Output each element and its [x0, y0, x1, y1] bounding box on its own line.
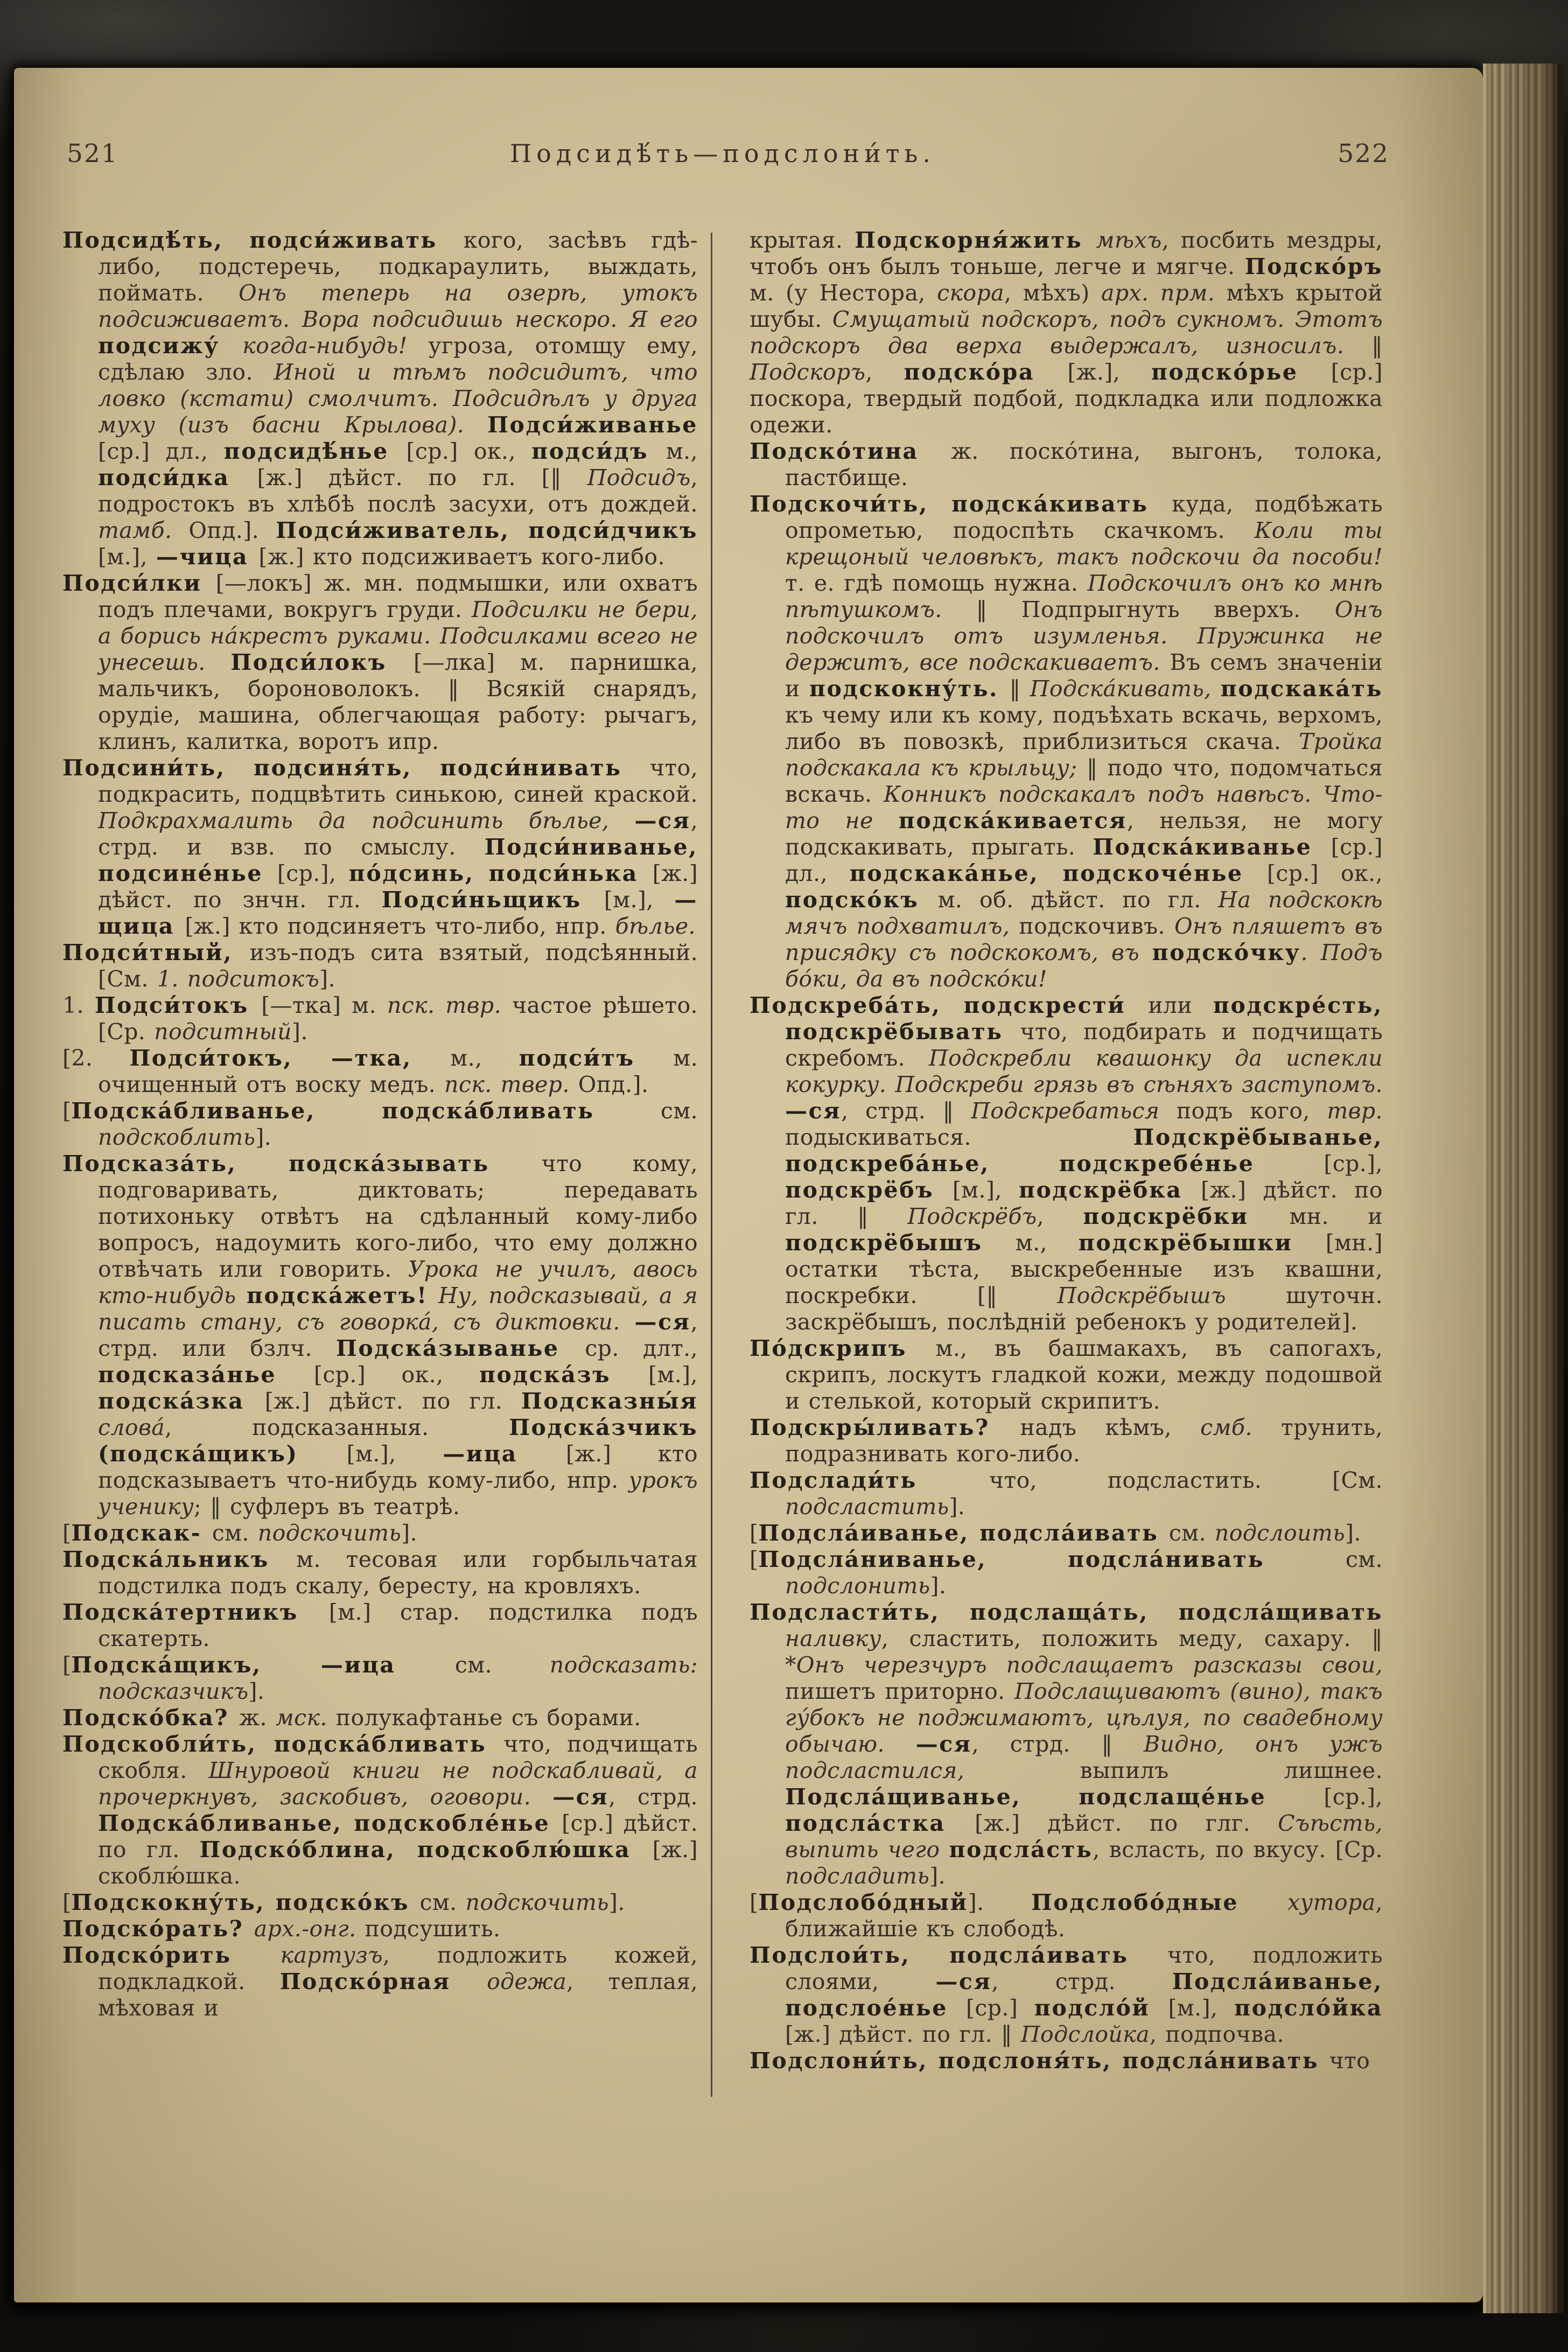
text-columns [62, 227, 1383, 2074]
dictionary-entry: Подсказа́ть, подска́зывать что кому, подговаривать, диктовать; передавать потихоньку отвѣтъ на сдѣланный кому-либо вопросъ, надоумить кого-либо, что ему должно отвѣчать или говорить. Урока не училъ, авось кто-нибудь подска́жетъ! Ну, подсказывай, а я писать стану, съ говорка́, съ диктовки. —ся, стрд. или бзлч. Подска́зыванье ср. длт., подсказа́нье [ср.] ок., подска́зъ [м.], подска́зка [ж.] дѣйст. по гл. Подсказны́я слова́, подсказанныя. Подска́зчикъ (подска́щикъ) [м.], —ица [ж.] кто подсказываетъ что-нибудь кому-либо, нпр. урокъ ученику; ‖ суфлеръ въ театрѣ. [62, 1151, 698, 1520]
dictionary-entry: Подско́тина ж. поско́тина, выгонъ, толока, пастбище. [750, 438, 1383, 491]
left-column [62, 227, 698, 2074]
running-head [62, 139, 1389, 177]
dictionary-entry: Подско́рить картузъ, подложить кожей, подкладкой. Подско́рная одежа, теплая, мѣховая и [62, 1942, 698, 2021]
dictionary-entry: Подска́тертникъ [м.] стар. подстилка подъ скатерть. [62, 1599, 698, 1651]
dictionary-entry: Подскреба́ть, подскрести́ или подскре́сть, подскрёбывать что, подбирать и подчищать скребомъ. Подскребли квашонку да испекли кокурку. Подскреби грязь въ сѣняхъ заступомъ. —ся, стрд. ‖ Подскребаться подъ кого, твр. подыскиваться. Подскрёбыванье, подскреба́нье, подскребе́нье [ср.], подскрёбъ [м.], подскрёбка [ж.] дѣйст. по гл. ‖ Подскрёбъ, подскрёбки мн. и подскрёбышъ м., подскрёбышки [мн.] остатки тѣста, выскребенные изъ квашни, поскребки. [‖ Подскрёбышъ шуточн. заскрёбышъ, послѣдній ребенокъ у родителей]. [750, 992, 1383, 1335]
dictionary-entry: [Подска́щикъ, —ица см. подсказать: подсказчикъ]. [62, 1652, 698, 1704]
dictionary-entry: Подскры́ливать? надъ кѣмъ, смб. трунить, подразнивать кого-либо. [750, 1415, 1383, 1467]
dictionary-entry: [Подсла́иванье, подсла́ивать см. подслоить]. [750, 1520, 1361, 1546]
dictionary-entry: крытая. Подскорня́жить мѣхъ, посбить мездры, чтобъ онъ былъ тоньше, легче и мягче. Подско́ръ м. (у Нестора, скора, мѣхъ) арх. прм. мѣхъ крытой шубы. Смущатый подскоръ, подъ сукномъ. Этотъ подскоръ два верха выдержалъ, износилъ. ‖ Подскоръ, подско́ра [ж.], подско́рье [ср.] поскора, твердый подбой, подкладка или подложка одежи. [750, 227, 1383, 438]
dictionary-entry: Подси́тный, изъ-подъ сита взятый, подсѣянный. [См. 1. подситокъ]. [62, 940, 698, 992]
column-number-right: 522 [1338, 139, 1389, 169]
dictionary-entry: [Подскокну́ть, подско́къ см. подскочить]. [62, 1889, 625, 1915]
right-column [750, 227, 1383, 2074]
dictionary-entry: Подско́бка? ж. мск. полукафтанье съ борами. [62, 1705, 641, 1731]
dictionary-entry: Подслои́ть, подсла́ивать что, подложить слоями, —ся, стрд. Подсла́иванье, подслое́нье [ср.] подсло́й [м.], подсло́йка [ж.] дѣйст. по гл. ‖ Подслойка, подпочва. [750, 1942, 1383, 2047]
dictionary-entry: Подсласти́ть, подслаща́ть, подсла́щивать наливку, сластить, положить меду, сахару. ‖ *Онъ черезчуръ подслащаетъ разсказы свои, пишетъ приторно. Подслащиваютъ (вино), такъ гу́бокъ не поджимаютъ, цѣлуя, по свадебному обычаю. —ся, стрд. ‖ Видно, онъ ужъ подсластился, выпилъ лишнее. Подсла́щиванье, подслаще́нье [ср.], подсла́стка [ж.] дѣйст. по глг. Съѣсть, выпить чего подсла́сть, всласть, по вкусу. [Ср. подсладить]. [750, 1599, 1383, 1889]
dictionary-entry: [Подскак- см. подскочить]. [62, 1520, 417, 1546]
dictionary-entry: [2. Подси́токъ, —тка, м., подси́тъ м. очищенный отъ воску медъ. пск. твер. Опд.]. [62, 1045, 698, 1097]
column-number-left: 521 [67, 139, 118, 169]
dictionary-entry: По́дскрипъ м., въ башмакахъ, въ сапогахъ, скрипъ, лоскутъ гладкой кожи, между подошвой и стелькой, который скрипитъ. [750, 1335, 1383, 1414]
dictionary-entry: Подско́рать? арх.-онг. подсушить. [62, 1916, 501, 1942]
dictionary-entry: Подсидѣ́ть, подси́живать кого, засѣвъ гдѣ-либо, подстеречь, подкараулить, выждать, поймать. Онъ теперь на озерѣ, утокъ подсиживаетъ. Вора подсидишь нескоро. Я его подсижу́ когда-нибудь! угроза, отомщу ему, сдѣлаю зло. Иной и тѣмъ подсидитъ, что ловко (кстати) смолчитъ. Подсидѣлъ у друга муху (изъ басни Крылова). Подси́живанье [ср.] дл., подсидѣ́нье [ср.] ок., подси́дъ м., подси́дка [ж.] дѣйст. по гл. [‖ Подсидъ, подростокъ въ хлѣбѣ послѣ засухи, отъ дождей. тамб. Опд.]. Подси́живатель, подси́дчикъ [м.], —чица [ж.] кто подсиживаетъ кого-либо. [62, 227, 698, 570]
dictionary-entry: Подска́льникъ м. тесовая или горбыльчатая подстилка подъ скалу, бересту, на кровляхъ. [62, 1546, 698, 1599]
dictionary-page [14, 68, 1483, 2302]
dictionary-entry: [Подслобо́дный]. Подслобо́дные хутора, ближайшіе къ слободѣ. [750, 1889, 1383, 1942]
dictionary-entry: [Подска́бливанье, подска́бливать см. подскоблить]. [62, 1098, 698, 1150]
running-head-title: Подсидѣ́ть—подслони́ть. [510, 139, 935, 168]
dictionary-entry: Подслони́ть, подслоня́ть, подсла́нивать что [750, 2048, 1370, 2074]
dictionary-entry: Подсини́ть, подсиня́ть, подси́нивать что, подкрасить, подцвѣтить синькою, синей краской. Подкрахмалить да подсинить бѣлье, —ся, стрд. и взв. по смыслу. Подси́ниванье, подсине́нье [ср.], по́дсинь, подси́нька [ж.] дѣйст. по знчн. гл. Подси́ньщикъ [м.], —щица [ж.] кто подсиняетъ что-либо, нпр. бѣлье. [62, 755, 698, 939]
book-fore-edge [1483, 64, 1564, 2313]
dictionary-entry: Подскочи́ть, подска́кивать куда, подбѣжать опрометью, подоспѣть скачкомъ. Коли ты крещоный человѣкъ, такъ подскочи да пособи! т. е. гдѣ помощь нужна. Подскочилъ онъ ко мнѣ пѣтушкомъ. ‖ Подпрыгнуть вверхъ. Онъ подскочилъ отъ изумленья. Пружинка не держитъ, все подскакиваетъ. Въ семъ значеніи и подскокну́ть. ‖ Подска́кивать, подскака́ть къ чему или къ кому, подъѣхать вскачь, верхомъ, либо въ повозкѣ, приблизиться скача. Тройка подскакала къ крыльцу; ‖ подо что, подомчаться вскачь. Конникъ подскакалъ подъ навѣсъ. Что-то не подска́кивается, нельзя, не могу подскакивать, прыгать. Подска́киванье [ср.] дл., подскака́нье, подскоче́нье [ср.] ок., подско́къ м. об. дѣйст. по гл. На подскокѣ мячъ подхватилъ, подскочивъ. Онъ пляшетъ въ присядку съ подскокомъ, въ подско́чку. Подъ бо́ки, да въ подско́ки! [750, 491, 1383, 992]
dictionary-entry: Подси́лки [—локъ] ж. мн. подмышки, или охватъ подъ плечами, вокругъ груди. Подсилки не бери, а борись на́крестъ руками. Подсилками всего не унесешь. Подси́локъ [—лка] м. парнишка, мальчикъ, бороноволокъ. ‖ Всякій снарядъ, орудіе, машина, облегчающая работу: рычагъ, клинъ, калитка, воротъ ипр. [62, 570, 698, 754]
dictionary-entry: Подскобли́ть, подска́бливать что, подчищать скобля. Шнуровой книги не подскабливай, а прочеркнувъ, заскобивъ, оговори. —ся, стрд. Подска́бливанье, подскобле́нье [ср.] дѣйст. по гл. Подско́блина, подскоблю́шка [ж.] скоблю́шка. [62, 1731, 698, 1889]
dictionary-entry: 1. Подси́токъ [—тка] м. пск. твр. частое рѣшето. [Ср. подситный]. [62, 992, 698, 1045]
dictionary-entry: Подслади́ть что, подсластить. [См. подсластить]. [750, 1467, 1383, 1520]
dictionary-entry: [Подсла́ниванье, подсла́нивать см. подслонить]. [750, 1546, 1383, 1599]
